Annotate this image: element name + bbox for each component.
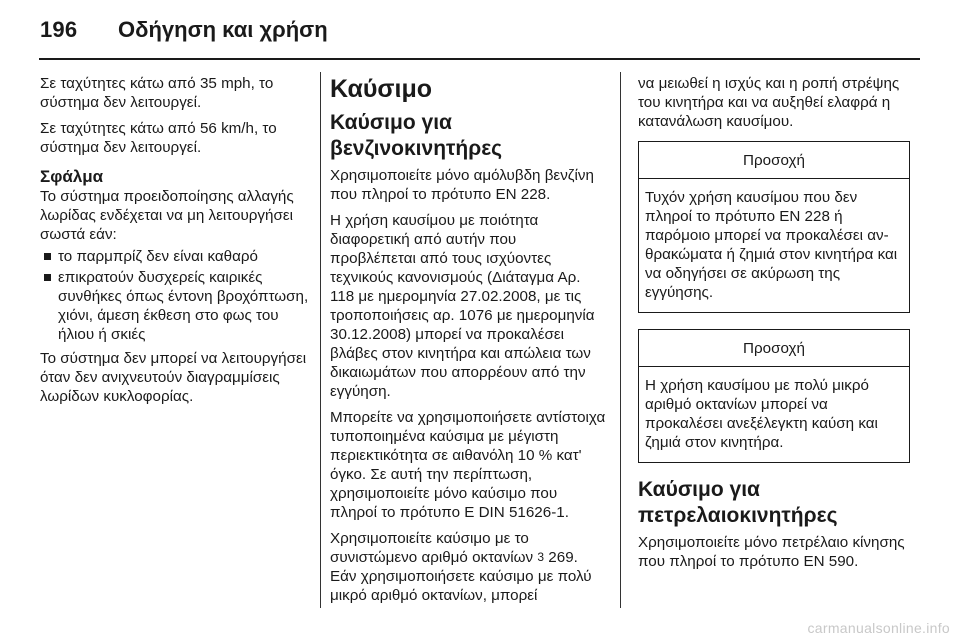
column-divider-2 [620, 72, 621, 608]
bullet-item [40, 247, 310, 266]
caution-box-1 [638, 141, 910, 313]
page-ref-number[interactable]: 269. [548, 549, 578, 566]
bullet-item [40, 268, 310, 344]
column-2 [330, 74, 606, 612]
paragraph: Μπορείτε να χρησιμοποιήσετε αντίστοιχα τυποποιημένα καύσιμα με μέγιστη περιεκτικότητα σε αιθανόλη 10 % κατ' όγκο. Σε αυτή την περίπτωση, χρησιμοποιείτε μόνο καύσιμο που πληροί το πρότυπο E DIN 51626-1. [330, 409, 606, 521]
column-3 [638, 74, 910, 578]
page-ref-arrow-icon[interactable]: 3 [537, 550, 545, 564]
section-heading-fuel: Καύσιμο [330, 75, 433, 103]
paragraph-text: Χρησιμοποιείτε καύσιμο με το συνιστώμενο αριθμό οκτανίων [330, 530, 534, 566]
watermark: carmanualsonline.info [807, 620, 950, 636]
paragraph: Χρησιμοποιείτε μόνο αμόλυβδη βενζίνη που πληροί το πρότυπο EN 228. [330, 167, 594, 203]
paragraph: Χρησιμοποιείτε μόνο πετρέλαιο κίνησης που πληροί το πρότυπο EN 590. [638, 534, 905, 570]
caution-body: Η χρήση καυσίμου με πολύ μικρό αριθμό οκτανίων μπορεί να προκαλέσει ανεξέλεγκτη καύση και ζημιά στον κινητήρα. [645, 377, 878, 451]
subsection-heading-petrol: Καύσιμο για βενζινοκινητήρες [330, 111, 503, 160]
column-divider-1 [320, 72, 321, 608]
bullet-square-icon [44, 274, 51, 281]
paragraph: Η χρήση καυσίμου με ποιότητα διαφορετική από αυτήν που προβλέπεται από τους ισχύοντες τεχνικούς κανονισμούς (Διάταγμα Αρ. 118 με ημερομηνία 27.02.2008, με τις τροποποιήσεις αρ. 1076 με ημερομηνία 30.12.2008) μπορεί να προκαλέσει βλάβες στον κινητήρα και απώλεια των δικαιωμάτων που απορρέουν από την εγγύηση. [330, 212, 595, 400]
fault-heading: Σφάλμα [40, 167, 104, 186]
caution-box-2 [638, 329, 910, 463]
paragraph: Εάν χρησιμοποιήσετε καύσιμο με πολύ μικρό αριθμό οκτανίων, μπορεί [330, 568, 592, 604]
paragraph-octane-ref [330, 529, 606, 567]
paragraph: Το σύστημα δεν μπορεί να λειτουργήσει όταν δεν ανιχνευτούν διαγραμμίσεις λωρίδων κυκλοφορίας. [40, 350, 307, 405]
caution-body: Τυχόν χρήση καυσίμου που δεν πληροί το πρότυπο EN 228 ή παρόμοιο μπορεί να προκαλέσει αν-θρακώματα ή ζημιά στον κινητήρα και να οδηγήσει σε ακύρωση της εγγύησης. [645, 189, 898, 301]
header-rule [39, 58, 920, 60]
subsection-heading-diesel: Καύσιμο για πετρελαιοκινητήρες [638, 478, 838, 527]
paragraph: να μειωθεί η ισχύς και η ροπή στρέψης του κινητήρα και να αυξηθεί ελαφρά η κατανάλωση καυσίμου. [638, 75, 900, 130]
paragraph: Σε ταχύτητες κάτω από 35 mph, το σύστημα δεν λειτουργεί. [40, 75, 274, 111]
fault-intro: Το σύστημα προειδοποίησης αλλαγής λωρίδας ενδέχεται να μη λειτουργήσει σωστά εάν: [40, 188, 294, 243]
caution-title: Προσοχή [639, 330, 909, 367]
bullet-text: το παρμπρίζ δεν είναι καθαρό [58, 248, 258, 265]
bullet-square-icon [44, 253, 51, 260]
paragraph: Σε ταχύτητες κάτω από 56 km/h, το σύστημα δεν λειτουργεί. [40, 120, 277, 156]
running-title: Οδήγηση και χρήση [118, 17, 328, 42]
column-1 [40, 74, 310, 413]
page-number: 196 [40, 17, 78, 42]
page-header [0, 0, 960, 58]
caution-title: Προσοχή [639, 142, 909, 179]
bullet-text: επικρατούν δυσχερείς καιρικές συνθήκες όπως έντονη βροχόπτωση, χιόνι, άμεση έκθεση στο φως του ήλιου ή σκιές [58, 269, 309, 343]
